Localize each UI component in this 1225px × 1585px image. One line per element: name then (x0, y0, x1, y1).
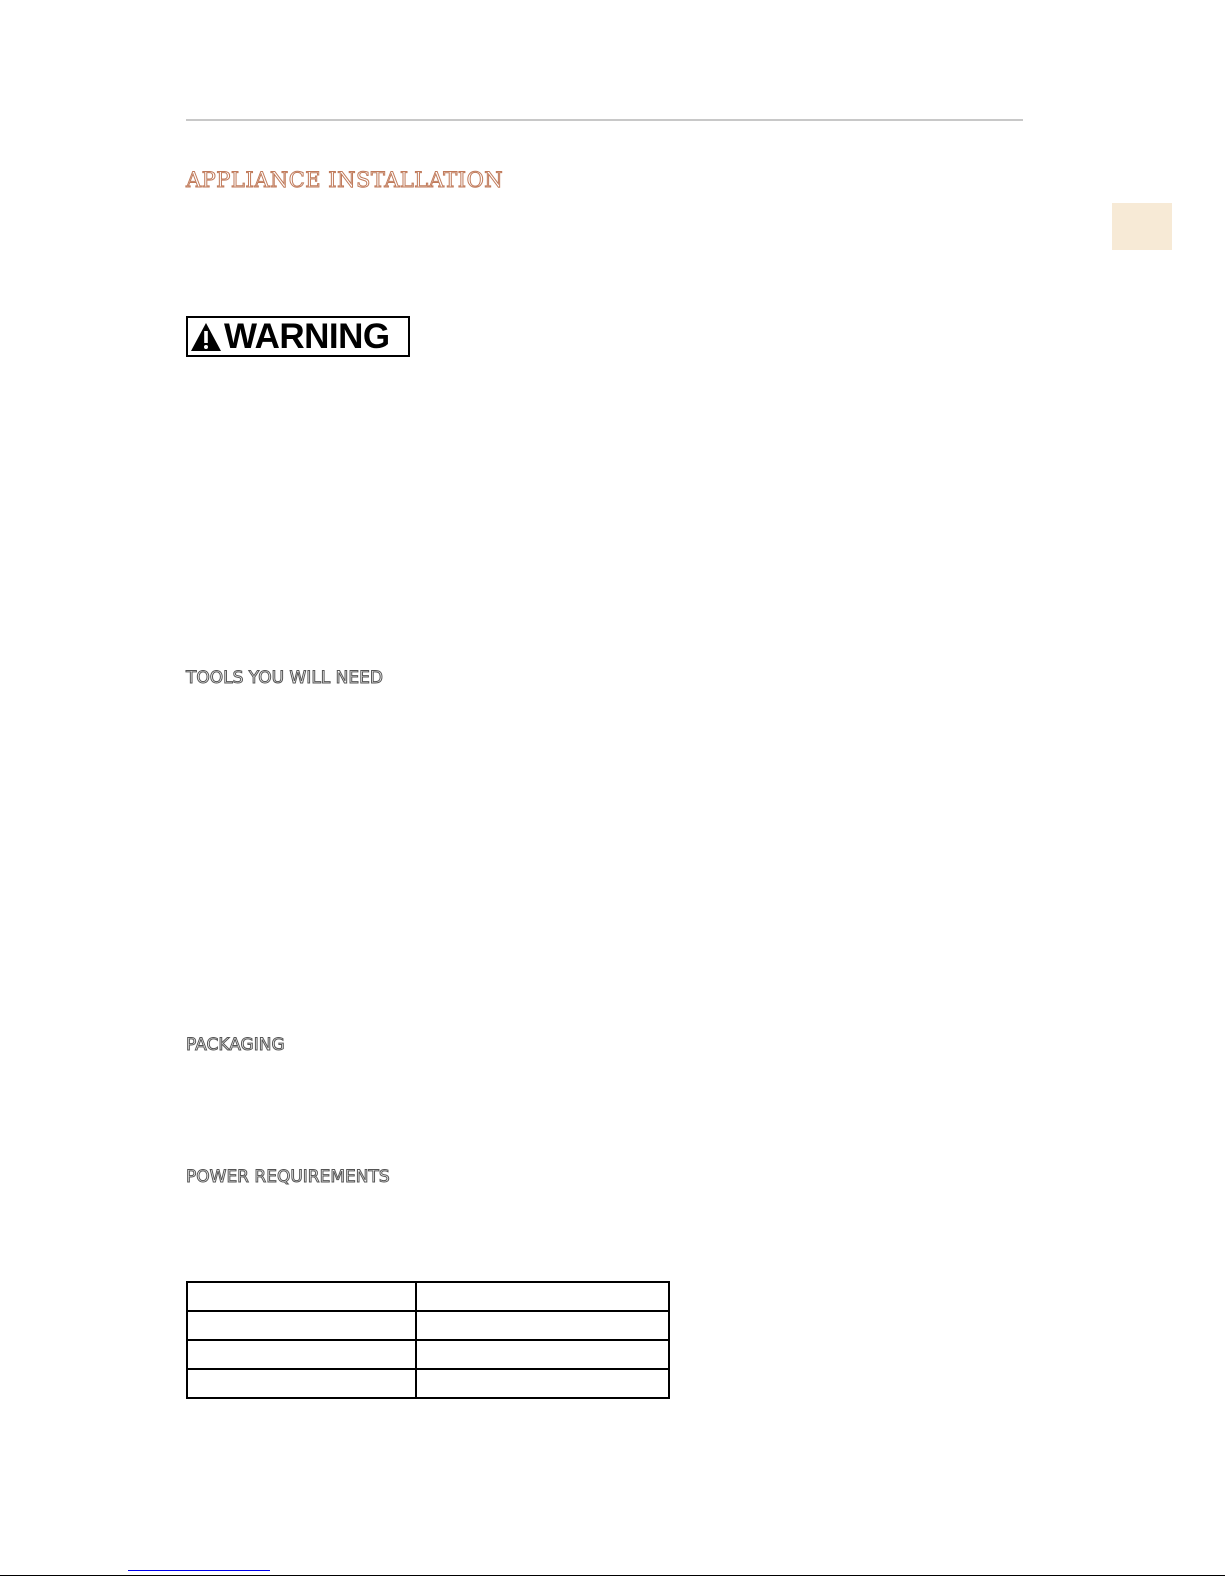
tools-heading: TOOLS YOU WILL NEED (186, 668, 383, 688)
packaging-heading: PACKAGING (186, 1035, 285, 1055)
power-requirements-table (186, 1281, 670, 1399)
table-row (187, 1369, 669, 1398)
table-row (187, 1340, 669, 1369)
power-requirements-heading: POWER REQUIREMENTS (186, 1167, 390, 1187)
table-cell (187, 1282, 416, 1311)
warning-banner (186, 316, 410, 357)
warning-label: WARNING (224, 317, 390, 356)
table-cell (187, 1369, 416, 1398)
table-cell (416, 1311, 669, 1340)
section-tab (1112, 203, 1172, 250)
warning-triangle-icon (188, 318, 224, 355)
table-cell (187, 1340, 416, 1369)
table-row (187, 1311, 669, 1340)
table-cell (416, 1282, 669, 1311)
table-row (187, 1282, 669, 1311)
table-cell (416, 1340, 669, 1369)
table-cell (416, 1369, 669, 1398)
page-title: APPLIANCE INSTALLATION (186, 168, 504, 192)
footer-divider (0, 1575, 1225, 1576)
table-cell (187, 1311, 416, 1340)
footnote-link[interactable] (128, 1570, 270, 1571)
header-divider (186, 119, 1023, 121)
